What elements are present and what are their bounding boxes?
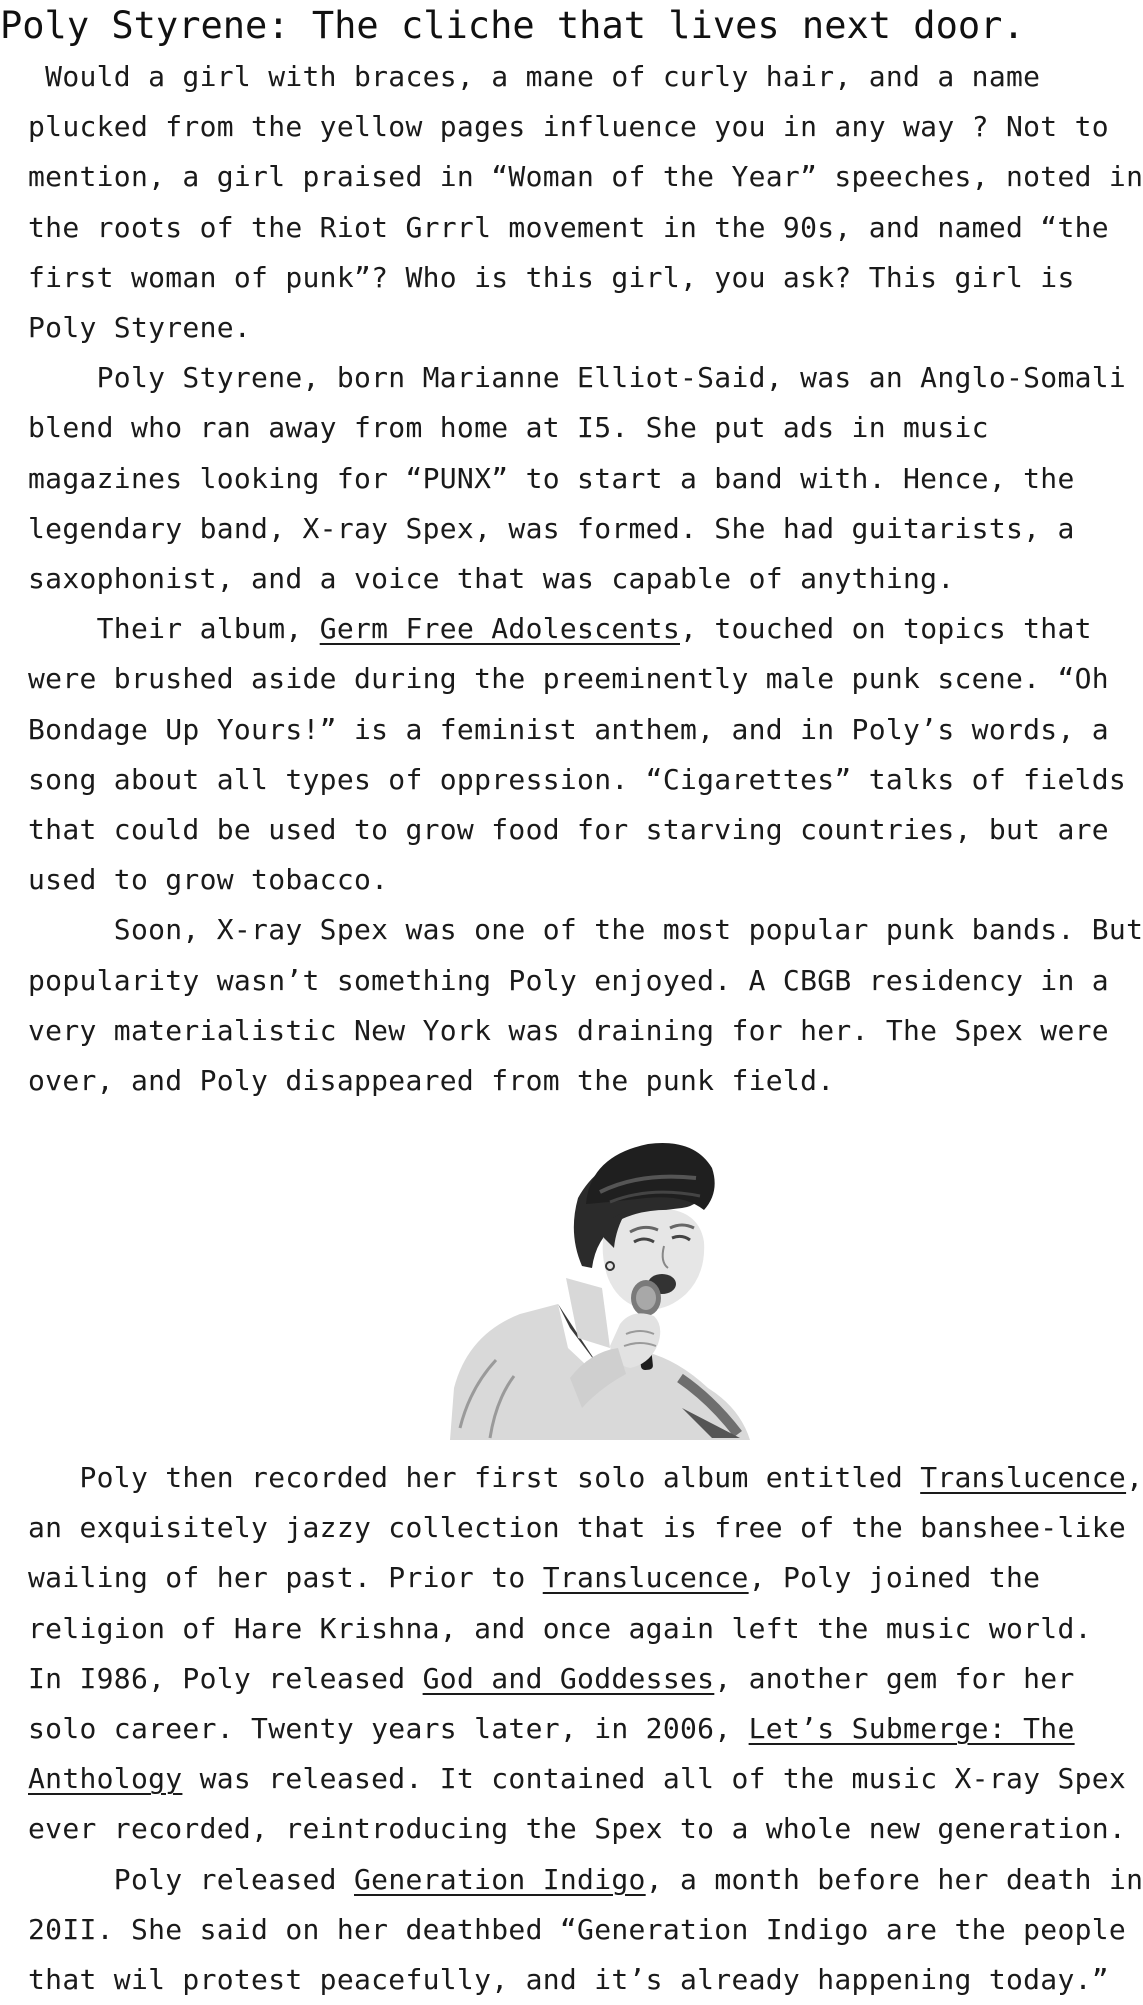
text-line: blend who ran away from home at I5. She put ads in music	[28, 411, 989, 445]
text-fragment: Poly then recorded her first solo album entitled	[28, 1461, 921, 1494]
text-fragment: , a month before her death in	[645, 1862, 1143, 1896]
text-line: magazines looking for “PUNX” to start a band with. Hence, the	[28, 461, 1075, 495]
text-line: used to grow tobacco.	[28, 863, 389, 897]
album-title-anthology: Anthology	[28, 1762, 183, 1796]
text-line: very materialistic New York was draining for her. The Spex were	[28, 1013, 1109, 1047]
text-fragment: ,	[1126, 1461, 1143, 1494]
text-fragment: Poly released	[28, 1862, 354, 1896]
text-line: Poly Styrene, born Marianne Elliot-Said, was an Anglo-Somali	[28, 361, 1127, 395]
text-line: 20II. She said on her deathbed “Generation Indigo are the people	[28, 1912, 1127, 1946]
text-line: that could be used to grow food for starving countries, but are	[28, 813, 1109, 847]
text-fragment: , touched on topics that	[680, 612, 1092, 646]
text-line: first woman of punk”? Who is this girl, you ask? This girl is	[28, 260, 1075, 294]
album-title-germ-free-adolescents: Germ Free Adolescents	[319, 612, 680, 646]
text-fragment: In I986, Poly released	[28, 1661, 423, 1695]
paragraph-5-6	[28, 1453, 1143, 2005]
album-title-lets-submerge: Let’s Submerge: The	[748, 1712, 1075, 1746]
text-line: an exquisitely jazzy collection that is free of the banshee-like	[28, 1511, 1127, 1545]
album-title-generation-indigo: Generation Indigo	[354, 1862, 646, 1896]
singer-photo	[450, 1138, 750, 1440]
text-line: ever recorded, reintroducing the Spex to a whole new generation.	[28, 1812, 1127, 1846]
text-line: that wil protest peacefully, and it’s already happening today.”	[28, 1963, 1109, 1997]
text-line: Bondage Up Yours!” is a feminist anthem, and in Poly’s words, a	[28, 712, 1109, 746]
text-fragment: wailing of her past. Prior to	[28, 1561, 543, 1595]
text-line: popularity wasn’t something Poly enjoyed. A CBGB residency in a	[28, 963, 1109, 997]
album-title-translucence: Translucence	[920, 1461, 1127, 1494]
text-line: were brushed aside during the preeminently male punk scene. “Oh	[28, 662, 1109, 696]
text-line: Soon, X-ray Spex was one of the most popular punk bands. But	[28, 913, 1143, 947]
text-fragment: was released. It contained all of the music X-ray Spex	[182, 1762, 1127, 1796]
text-line: over, and Poly disappeared from the punk field.	[28, 1064, 835, 1098]
text-line: saxophonist, and a voice that was capable of anything.	[28, 562, 955, 596]
text-line: Poly Styrene.	[28, 311, 252, 345]
text-line: Their album,	[28, 612, 320, 646]
text-fragment: solo career. Twenty years later, in 2006,	[28, 1712, 749, 1746]
paragraph-1	[28, 52, 1143, 1106]
text-line: plucked from the yellow pages influence you in any way ? Not to	[28, 110, 1109, 144]
text-fragment: , another gem for her	[714, 1661, 1075, 1695]
text-line: Would a girl with braces, a mane of curly hair, and a name	[28, 60, 1041, 93]
album-title-translucence: Translucence	[542, 1561, 749, 1595]
text-line: mention, a girl praised in “Woman of the Year” speeches, noted in	[28, 160, 1143, 194]
album-title-god-and-goddesses: God and Goddesses	[422, 1661, 715, 1695]
text-line: the roots of the Riot Grrrl movement in the 90s, and named “the	[28, 210, 1109, 244]
text-line: legendary band, X-ray Spex, was formed. She had guitarists, a	[28, 511, 1075, 545]
text-line: song about all types of oppression. “Cigarettes” talks of fields	[28, 762, 1127, 796]
text-fragment: , Poly joined the	[748, 1561, 1041, 1595]
article-title: Poly Styrene: The cliche that lives next door.	[0, 4, 1025, 47]
text-line: religion of Hare Krishna, and once again left the music world.	[28, 1611, 1092, 1645]
